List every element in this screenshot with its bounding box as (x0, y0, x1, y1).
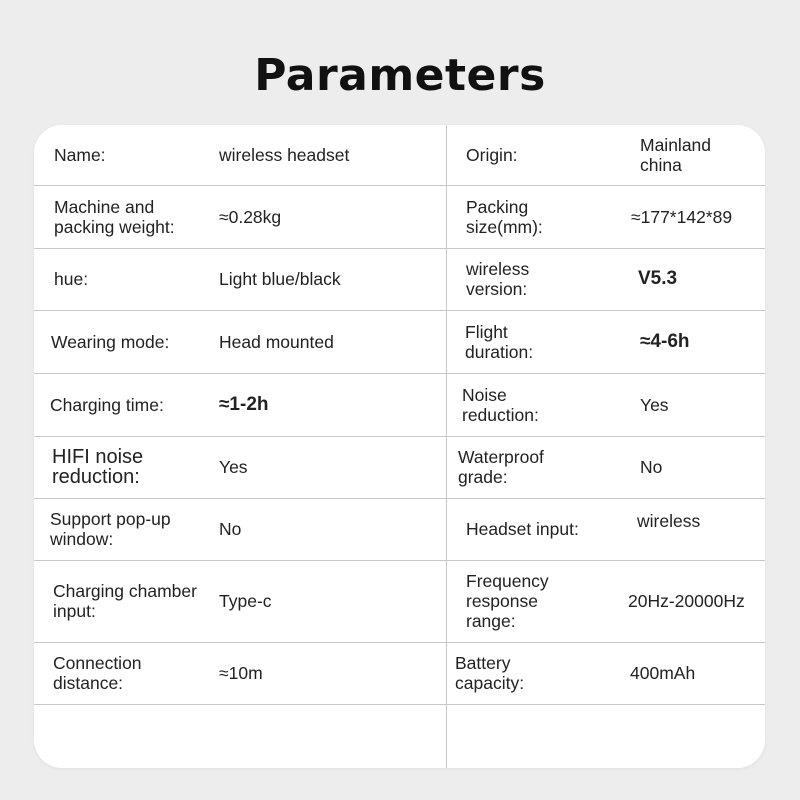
spec-value-hue: Light blue/black (219, 269, 341, 289)
spec-label-waterproof-grade: Waterproof grade: (458, 447, 544, 487)
spec-value-pop-up-window: No (219, 519, 242, 539)
spec-label-charging-chamber-input: Charging chamber input: (53, 581, 197, 621)
spec-value-hifi-noise-reduction: Yes (219, 457, 248, 477)
spec-value-frequency-response: 20Hz-20000Hz (628, 591, 745, 611)
spec-label-wearing-mode: Wearing mode: (51, 331, 170, 352)
spec-value-waterproof-grade: No (640, 457, 663, 477)
parameters-table (34, 125, 765, 768)
row-divider (34, 704, 765, 705)
spec-value-packing-size: ≈177*142*89 (631, 206, 733, 227)
spec-label-origin: Origin: (466, 145, 518, 165)
spec-label-flight-duration: Flight duration: (465, 321, 534, 362)
spec-value-origin: Mainland china (640, 135, 712, 175)
spec-label-hifi-noise-reduction: HIFI noise reduction: (52, 446, 144, 488)
spec-value-wearing-mode: Head mounted (219, 331, 334, 352)
page-title: Parameters (254, 50, 546, 101)
spec-label-wireless-version: wireless version: (466, 259, 530, 299)
spec-label-pop-up-window: Support pop-up window: (50, 509, 171, 549)
spec-value-wireless-version: V5.3 (638, 268, 678, 289)
spec-label-connection-distance: Connection distance: (53, 653, 142, 693)
spec-label-noise-reduction: Noise reduction: (462, 384, 539, 425)
spec-label-charging-time: Charging time: (50, 394, 164, 415)
spec-value-weight: ≈0.28kg (219, 206, 282, 227)
spec-value-headset-input: wireless (637, 511, 701, 531)
spec-label-headset-input: Headset input: (466, 519, 579, 539)
column-divider (446, 125, 447, 768)
spec-label-hue: hue: (54, 269, 89, 289)
spec-value-charging-chamber-input: Type-c (219, 591, 272, 611)
spec-value-charging-time: ≈1-2h (219, 393, 269, 415)
spec-value-flight-duration: ≈4-6h (640, 330, 690, 352)
spec-label-packing-size: Packing size(mm): (466, 196, 543, 237)
spec-value-name: wireless headset (219, 145, 350, 165)
spec-value-connection-distance: ≈10m (219, 663, 263, 683)
spec-label-weight: Machine and packing weight: (54, 196, 175, 237)
spec-label-frequency-response: Frequency response range: (466, 571, 549, 631)
spec-label-battery-capacity: Battery capacity: (455, 653, 525, 693)
spec-value-noise-reduction: Yes (640, 394, 669, 415)
spec-label-name: Name: (54, 145, 106, 165)
spec-value-battery-capacity: 400mAh (630, 663, 696, 683)
